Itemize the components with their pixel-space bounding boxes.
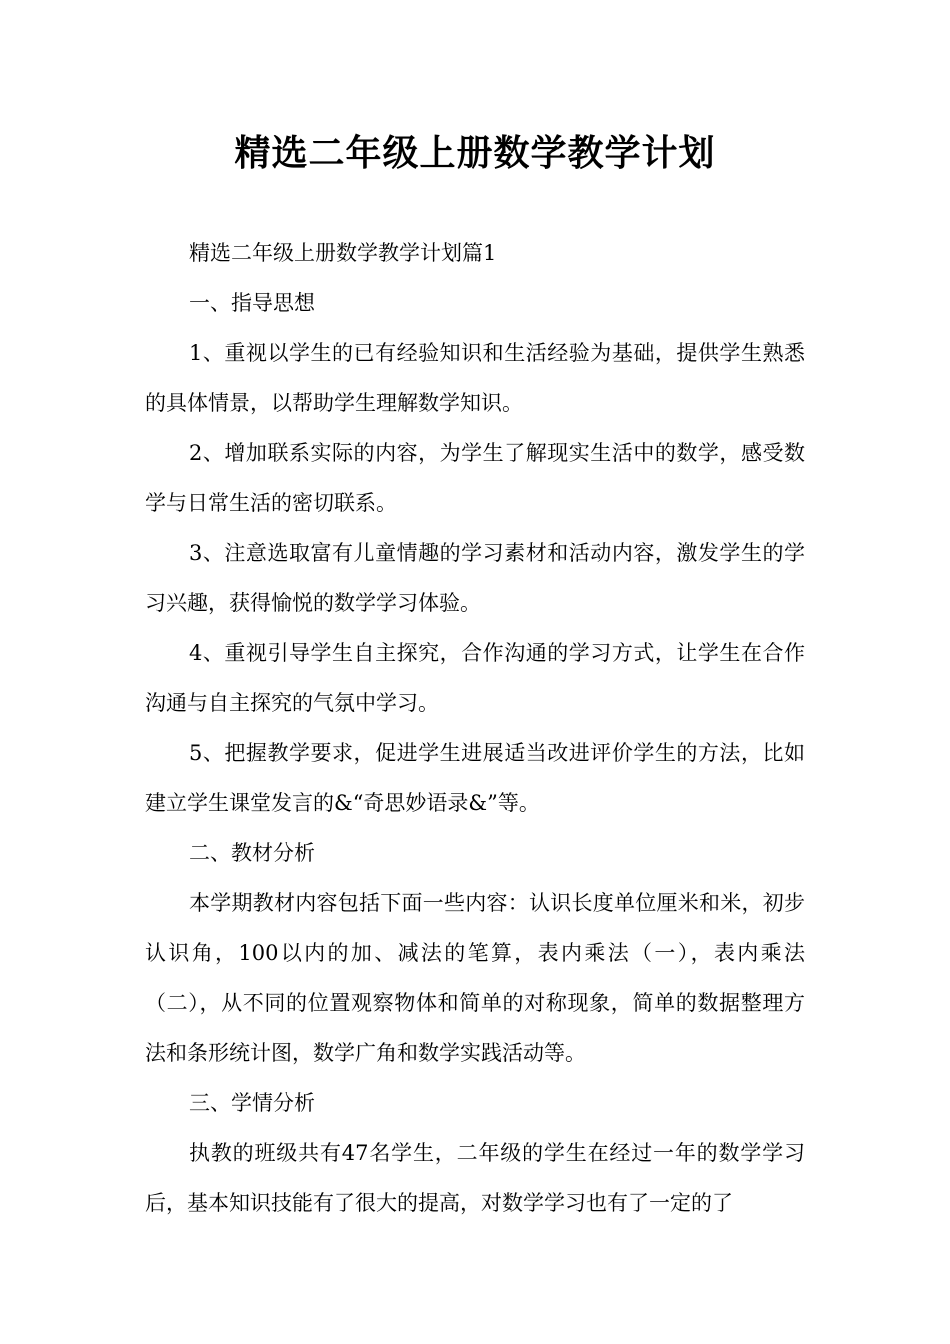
paragraph-2: 2、增加联系实际的内容，为学生了解现实生活中的数学，感受数学与日常生活的密切联系。 — [145, 441, 805, 515]
document-body — [145, 228, 805, 1228]
paragraph-5: 5、把握教学要求，促进学生进展适当改进评价学生的方法，比如建立学生课堂发言的&“奇思妙语录&”等。 — [145, 741, 805, 815]
heading-textbook-analysis: 二、教材分析 — [189, 841, 315, 865]
heading-guiding-ideas: 一、指导思想 — [189, 291, 315, 315]
paragraph-textbook: 本学期教材内容包括下面一些内容：认识长度单位厘米和米，初步认识角，100以内的加、减法的笔算，表内乘法（一），表内乘法（二），从不同的位置观察物体和简单的对称现象，简单的数据整理方法和条形统计图，数学广角和数学实践活动等。 — [145, 891, 805, 1065]
heading-student-analysis: 三、学情分析 — [189, 1091, 315, 1115]
document-title: 精选二年级上册数学教学计划 — [234, 133, 716, 174]
paragraph-4: 4、重视引导学生自主探究，合作沟通的学习方式，让学生在合作沟通与自主探究的气氛中学习。 — [145, 641, 805, 715]
paragraph-3: 3、注意选取富有儿童情趣的学习素材和活动内容，激发学生的学习兴趣，获得愉悦的数学学习体验。 — [145, 541, 805, 615]
paragraph-1: 1、重视以学生的已有经验知识和生活经验为基础，提供学生熟悉的具体情景，以帮助学生理解数学知识。 — [145, 341, 805, 415]
paragraph-students: 执教的班级共有47名学生，二年级的学生在经过一年的数学学习后，基本知识技能有了很大的提高，对数学学习也有了一定的了 — [145, 1141, 805, 1215]
section-subtitle: 精选二年级上册数学教学计划篇1 — [189, 241, 497, 265]
